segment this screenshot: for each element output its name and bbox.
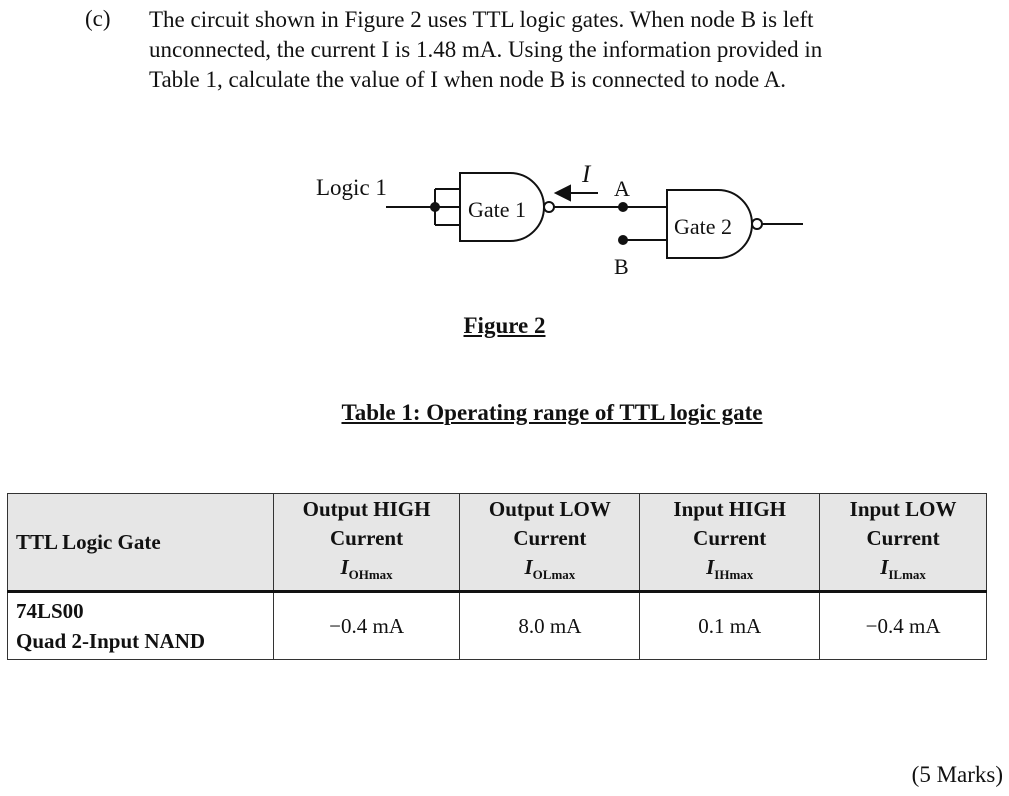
- header-output-high: Output HIGH Current $I_{OHmax}$: [273, 494, 460, 592]
- figure-caption: Figure 2: [463, 313, 546, 338]
- symbol-iilmax: $I_{ILmax}$: [880, 554, 926, 583]
- symbol-iolmax: $I_{OLmax}$: [524, 554, 576, 583]
- header-input-low: Input LOW Current $I_{ILmax}$: [820, 494, 987, 592]
- gate2-output-bubble: [752, 219, 762, 229]
- gate2-label: Gate 2: [674, 214, 733, 239]
- symbol-iohmax: $I_{OHmax}$: [340, 554, 393, 583]
- table-title: Table 1: Operating range of TTL logic gate: [341, 400, 763, 425]
- input-label: Logic 1: [316, 175, 387, 200]
- value-output-low: 8.0 mA: [460, 592, 640, 660]
- circuit-figure: [0, 0, 1009, 300]
- value-output-high: −0.4 mA: [273, 592, 460, 660]
- node-b-label: B: [614, 254, 629, 279]
- header-input-high: Input HIGH Current $I_{IHmax}$: [640, 494, 820, 592]
- question-line-1: The circuit shown in Figure 2 uses TTL logic gates. When node B is left: [149, 7, 814, 32]
- symbol-iihmax: $I_{IHmax}$: [706, 554, 754, 583]
- gate1-output-bubble: [544, 202, 554, 212]
- table-row: [8, 592, 987, 660]
- question-line-2: unconnected, the current I is 1.48 mA. Using the information provided in: [149, 37, 823, 62]
- question-label: (c): [85, 6, 111, 31]
- current-label: I: [582, 161, 591, 188]
- ttl-table: [7, 493, 987, 660]
- value-input-high: 0.1 mA: [640, 592, 820, 660]
- gate-name-cell: 74LS00 Quad 2-Input NAND: [8, 592, 274, 660]
- question-line-3: Table 1, calculate the value of I when node B is connected to node A.: [149, 67, 787, 92]
- node-a-label: A: [614, 176, 630, 201]
- gate1-label: Gate 1: [468, 197, 527, 222]
- header-output-low: Output LOW Current $I_{OLmax}$: [460, 494, 640, 592]
- header-gate: TTL Logic Gate: [8, 494, 274, 592]
- value-input-low: −0.4 mA: [820, 592, 987, 660]
- marks-label: (5 Marks): [911, 762, 1003, 787]
- table-header-row: [8, 494, 987, 592]
- current-arrow-head: [556, 186, 570, 200]
